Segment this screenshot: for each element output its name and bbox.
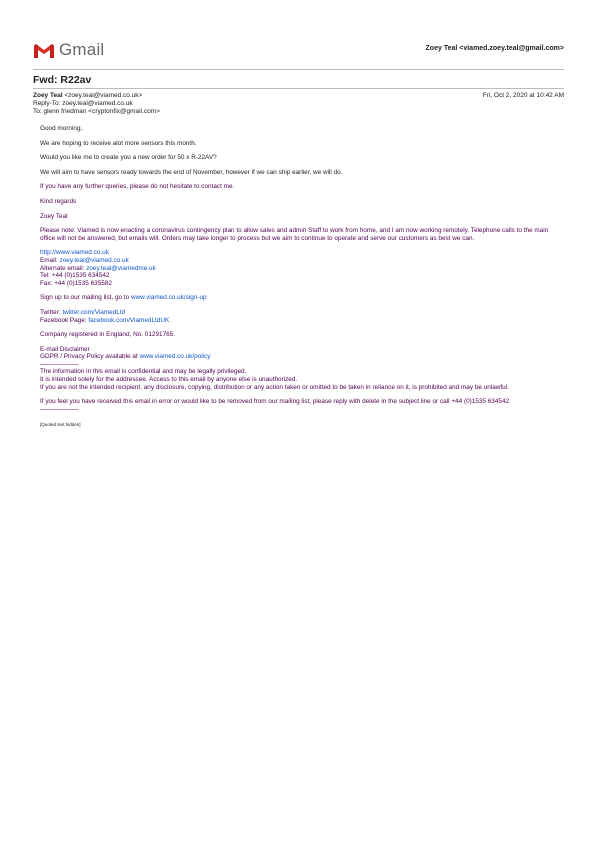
gdpr-link[interactable]: www.viamed.co.uk/policy — [139, 353, 211, 361]
facebook-label: Facebook Page: — [40, 316, 89, 324]
email-line — [40, 257, 564, 265]
email-body — [40, 125, 564, 429]
body-paragraph: We are hoping to receive alot more sensors this month. — [40, 139, 197, 147]
email-label: Email: — [40, 256, 60, 264]
mailing-text: Sign up to our mailing list, go to — [40, 294, 131, 302]
facebook-line — [40, 317, 564, 325]
account-name: Zoey Teal <viamed.zoey.teal@gmail.com> — [425, 45, 564, 52]
twitter-label: Twitter: — [40, 308, 63, 316]
gdpr-text: GDPR / Privacy Policy available at — [40, 353, 140, 361]
covid-notice: Please note: Viamed is now enacting a coronavirus contingency plan to allow sales and admin Staff to work from home, and I am now working remotely. Telephone calls to the main office will not be answered, but emails will. Orders may take longer to process but we aim to continue to operate and serve our customers as best we can. — [40, 227, 549, 242]
website-link-text[interactable]: http://www.viamed.co.uk — [40, 249, 109, 257]
email-date: Fri, Oct 2, 2020 at 10:42 AM — [482, 92, 564, 99]
email-meta — [33, 92, 564, 116]
email-subject: Fwd: R22av — [33, 74, 92, 86]
facebook-link[interactable]: facebook.com/ViamedLtdUK — [88, 316, 170, 324]
sender-email: <zoey.teal@viamed.co.uk> — [64, 92, 143, 99]
disclaimer-title: E-mail Disclaimer — [40, 345, 90, 353]
body-paragraph: We will aim to have sensors ready towards the end of November, however if we can ship earlier, we will do. — [40, 168, 343, 176]
quoted-text-hidden[interactable]: [Quoted text hidden] — [40, 422, 81, 428]
twitter-line — [40, 309, 564, 317]
disclaimer-divider: —————— — [40, 405, 79, 413]
gmail-m-icon — [33, 43, 55, 59]
gdpr-line — [40, 353, 564, 361]
subject-divider — [33, 88, 564, 89]
disclaimer-line: It is intended solely for the addressee. Access to this email by anyone else is unauthorized. — [40, 376, 298, 384]
email-link[interactable]: zoey.teal@viamed.co.uk — [59, 256, 129, 264]
body-paragraph: If you have any further queries, please do not hesitate to contact me. — [40, 183, 235, 191]
gmail-logo[interactable] — [33, 40, 113, 62]
gmail-logo-text: Gmail — [59, 40, 105, 59]
website-link[interactable] — [40, 249, 564, 257]
signature-name: Zoey Teal — [40, 212, 68, 220]
fax-line: Fax: +44 (0)1535 635582 — [40, 279, 112, 287]
header-divider — [33, 69, 564, 70]
disclaimer-line: The information in this email is confidential and may be legally privileged. — [40, 368, 247, 376]
sender-name: Zoey Teal — [33, 92, 63, 99]
company-registration: Company registered in England, No. 01291765. — [40, 331, 176, 339]
tel-line: Tel: +44 (0)1535 634542 — [40, 272, 110, 280]
alt-email-link[interactable]: zoey.teal@viamedme.uk — [86, 264, 156, 272]
mailing-line — [40, 294, 564, 302]
disclaimer-divider: —————— — [40, 360, 79, 368]
disclaimer-line: If you feel you have received this email in error or would like to be removed from our mailing list, please reply with delete in the subject line or call +44 (0)1535 634542 — [40, 398, 510, 406]
to-line: To: glenn friedman <cryptonfix@gmail.com> — [33, 108, 160, 115]
reply-to: Reply-To: zoey.teal@viamed.co.uk — [33, 100, 133, 107]
body-paragraph: Would you like me to create you a new order for 50 x R-22AV? — [40, 154, 217, 162]
twitter-link[interactable]: twitter.com/ViamedLtd — [62, 308, 126, 316]
mailing-link[interactable]: www.viamed.co.uk/sign-up — [130, 294, 207, 302]
alt-email-label: Alternate email: — [40, 264, 87, 272]
alt-email-line — [40, 265, 564, 273]
regards: Kind regards — [40, 197, 77, 205]
disclaimer-line: If you are not the intended recipient, any disclosure, copying, distribution or any action taken or omitted to be taken in reliance on it, is prohibited and may be unlawful. — [40, 383, 509, 391]
header — [33, 38, 564, 66]
greeting: Good morning, — [40, 125, 83, 132]
